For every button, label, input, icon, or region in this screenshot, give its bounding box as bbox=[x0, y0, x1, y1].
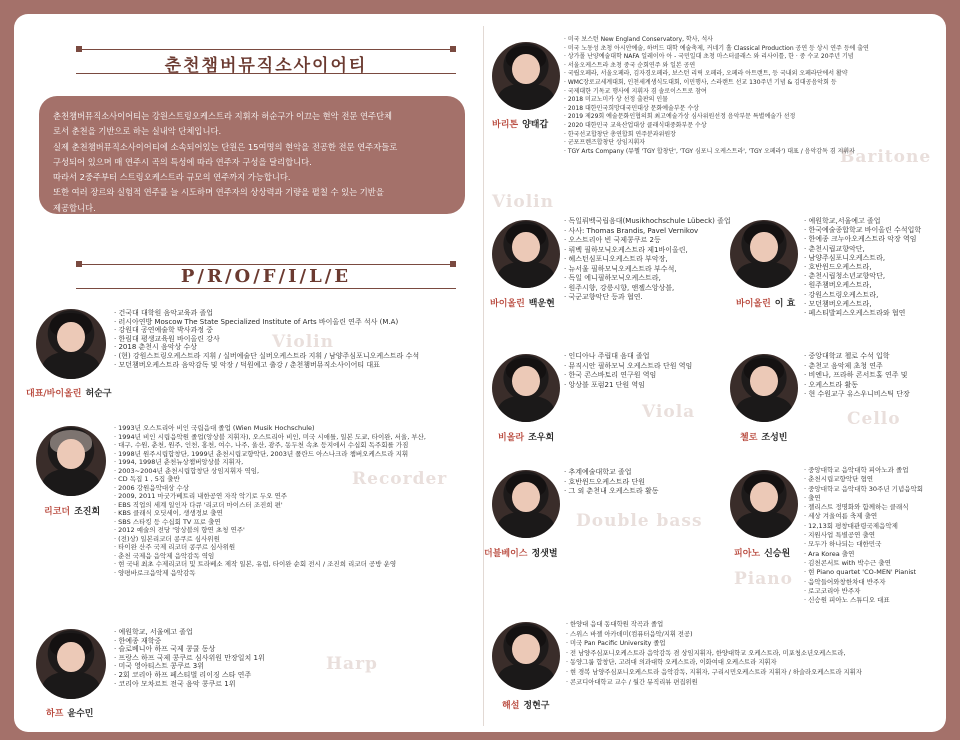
bio-line: · CD 독집 1 , 5집 출반 bbox=[114, 475, 426, 484]
bio-line: · 2012 예술의 전당 '앙상블의 향연 초청 연주' bbox=[114, 526, 426, 535]
bio-line: · Ara Korea 출연 bbox=[804, 550, 923, 559]
bio-line: · 로고코리아 반주자 bbox=[804, 587, 923, 596]
bio-line: · 동양그룹 합창단, 고려대 의과대학 오케스트라, 이화여대 오케스트라 지휘자 bbox=[566, 658, 862, 668]
bio-line: · 현 Piano quartet 'CO-MEN' Pianist bbox=[804, 568, 923, 577]
member-caption bbox=[502, 698, 549, 711]
watermark-recorder: Recorder bbox=[352, 469, 448, 489]
portrait-lee bbox=[730, 220, 798, 288]
bio-line: · 헤스턴심포니오케스트라 부악장, bbox=[564, 255, 731, 265]
intro-line: 따라서 2중주부터 스트링오케스트라 규모의 연주까지 가능합니다. bbox=[53, 172, 291, 183]
bio-line: · 춘천시립교향악단, bbox=[804, 245, 921, 254]
program-sheet bbox=[14, 14, 946, 732]
ensemble-title: 춘천챔버뮤직소사이어티 bbox=[164, 56, 368, 76]
bio-line: · 춘천시립교향악단 협연 bbox=[804, 475, 923, 484]
bio-line: · 중앙대학교 음악대학 피아노과 졸업 bbox=[804, 466, 923, 475]
bio-line: · 2018 대한민국희망대국민대상 문화예술부문 수상 bbox=[564, 105, 869, 114]
intro-line: 로서 춘천을 기반으로 하는 실내악 단체입니다. bbox=[53, 126, 222, 137]
watermark-cello: Cello bbox=[847, 409, 901, 429]
bio-line: · 강원대 공연예술학 박사과정 중 bbox=[114, 326, 419, 335]
member-caption bbox=[736, 296, 795, 309]
bio-line: · 오스트리아 빈 국제콩쿠르 2등 bbox=[564, 236, 731, 246]
member-bio bbox=[564, 468, 659, 497]
bio-line: · 현 경복 남양주심포니오케스트라 음악감독, 지휘자, 구리시민오케스트라 지휘자 / 하슬라오케스트라 지휘자 bbox=[566, 668, 862, 678]
bio-line: · 모두가 하나되는 대한민국 bbox=[804, 540, 923, 549]
bio-line: · 미국 Pan Pacific University 졸업 bbox=[566, 639, 862, 649]
bio-line: · 모던챔버오케스트라, bbox=[804, 300, 921, 309]
bio-line: · 미국 영아티스트 콩쿠르 3위 bbox=[114, 662, 265, 671]
bio-line: · 한국선교합창단 총연합회 연주분과위원장 bbox=[564, 131, 869, 140]
bio-line: · 뮤직시안 필하모닉 오케스트라 단원 역임 bbox=[564, 362, 692, 372]
bio-line: · 앙상블 포럼21 단원 역임 bbox=[564, 381, 692, 391]
intro-box bbox=[39, 96, 465, 214]
bio-line: · 그 외 춘천내 오케스트라 활동 bbox=[564, 487, 659, 497]
bio-line: · 중앙대학교 첼로 수석 입학 bbox=[804, 352, 910, 362]
member-name: 정현구 bbox=[523, 701, 550, 711]
bio-line: · 미국 보스턴 New England Conservatory, 학사, 석사 bbox=[564, 36, 869, 45]
bio-line: · 뤼벡 필하모닉오케스트라 제1바이올린, bbox=[564, 246, 731, 256]
member-caption bbox=[740, 430, 787, 443]
member-role: 해설 bbox=[502, 701, 520, 711]
watermark-piano: Piano bbox=[734, 569, 793, 589]
bio-line: · 12,13회 평창대관령국제음악제 bbox=[804, 522, 923, 531]
bio-line: · 스위스 바젤 아카데미(컴퓨터음악/지휘 전공) bbox=[566, 630, 862, 640]
portrait-yoon bbox=[36, 629, 106, 699]
bio-line: · 군포프렌즈합창단 상임지휘자 bbox=[564, 139, 869, 148]
member-caption bbox=[492, 117, 548, 130]
bio-line: · 사사: Thomas Brandis, Pavel Vernikov bbox=[564, 227, 731, 237]
bio-line: · 슬로베니아 하프 국제 콩쿨 동상 bbox=[114, 645, 265, 654]
bio-line: · 코리아 모차르트 전국 음악 콩쿠르 1위 bbox=[114, 680, 265, 689]
bio-line: · 비엔나, 프라하 콘서트홀 연주 및 bbox=[804, 371, 910, 381]
member-name: 조성빈 bbox=[761, 433, 788, 443]
bio-line: · 한림대 평생교육원 바이올린 강사 bbox=[114, 335, 419, 344]
member-role: 바이올린 bbox=[490, 299, 525, 309]
member-bio bbox=[804, 217, 921, 318]
bio-line: · 상가폴 난양예술대학 NAFA 일레이아 아 - 국민일대 초청 마스터클래스 와 리사이틀, 한 · 중 수교 20주년 기념 bbox=[564, 53, 869, 62]
bio-line: · 인디아나 주립대 음대 졸업 bbox=[564, 352, 692, 362]
bio-line: · KBS 클래식 오딧세이, 생생정보 출연 bbox=[114, 509, 426, 518]
bio-line: · 2회 코리아 하프 페스티벌 리이징 스타 연주 bbox=[114, 671, 265, 680]
bio-line: · 추계예술대학교 졸업 bbox=[564, 468, 659, 478]
bio-line: · 양평바로크음악제 음악감독 bbox=[114, 569, 426, 578]
bio-line: · 오케스트라 활동 bbox=[804, 381, 910, 391]
member-name: 조우희 bbox=[528, 433, 555, 443]
intro-line: 실제 춘천챔버뮤직소사이어티에 소속되어있는 단원은 15여명의 현악을 전공한 전문 연주자들로 bbox=[53, 141, 398, 152]
bio-line: · 한양대 음대 동대학원 작곡과 졸업 bbox=[566, 620, 862, 630]
member-caption bbox=[44, 504, 100, 517]
bio-line: · 뉴서울 필하모닉오케스트라 부수석, bbox=[564, 265, 731, 275]
profile-title-bar bbox=[76, 261, 456, 291]
member-name: 이 효 bbox=[774, 299, 796, 309]
member-caption bbox=[484, 546, 558, 559]
bio-line: · 호반윈드오케스트라 단원 bbox=[564, 478, 659, 488]
member-bio bbox=[114, 424, 426, 577]
bio-line: · 한국예술종합학교 바이올린 수석입학 bbox=[804, 226, 921, 235]
member-role: 바이올린 bbox=[736, 299, 771, 309]
column-divider bbox=[483, 26, 484, 726]
member-role: 리코더 bbox=[44, 507, 71, 517]
bio-line: · 강원스트링오케스트라, bbox=[804, 291, 921, 300]
bio-line: · 독일뤼벡국립음대(Musikhochschule Lübeck) 졸업 bbox=[564, 217, 731, 227]
member-name: 백운현 bbox=[528, 299, 555, 309]
bio-line: · 타이완 산주 국제 리코더 콩쿠르 심사위원 bbox=[114, 543, 426, 552]
bio-line: · 2009, 2011 마굿가베트리 내한공연 자작 악기로 두오 연주 bbox=[114, 492, 426, 501]
bio-line: · 국립오페라, 서울오페라, 김자경오페라, 보스턴 리릭 오페라, 오페라 아트랜트, 등 국내외 오페라단에서 활약 bbox=[564, 70, 869, 79]
bio-line: · 한예종 재학중 bbox=[114, 637, 265, 646]
bio-line: · 예원학교, 서울예고 졸업 bbox=[114, 628, 265, 637]
portrait-shin bbox=[730, 470, 798, 538]
bio-line: · 2020 대한민국 교육산업대상 클래식대중화부문 수상 bbox=[564, 122, 869, 131]
profile-title: P/R/O/F/I/L/E bbox=[180, 266, 352, 287]
bio-line: · 2018 춘천시 음악상 수상 bbox=[114, 343, 419, 352]
watermark-harp: Harp bbox=[326, 654, 378, 674]
member-name: 허순구 bbox=[85, 389, 112, 399]
member-bio bbox=[804, 352, 910, 400]
member-name: 윤수민 bbox=[67, 709, 94, 719]
bio-line: · 출연 bbox=[804, 494, 923, 503]
member-name: 조진희 bbox=[74, 507, 101, 517]
bio-line: · 1993년 오스트리아 비인 국립음대 졸업 (Wien Musik Hochschule) bbox=[114, 424, 426, 433]
bio-line: · EBS 직업의 세계 일인자 다큐 '리코더 마이스터 조진희 편' bbox=[114, 501, 426, 510]
bio-line: · 국군교향악단 등과 협연. bbox=[564, 293, 731, 303]
bio-line: · (현) 강원스트링오케스트라 지휘 / 실버예술단 실버오케스트라 지휘 / 남양주심포니오케스트라 수석 bbox=[114, 352, 419, 361]
member-bio bbox=[566, 620, 862, 687]
member-bio bbox=[804, 466, 923, 605]
portrait-yang bbox=[492, 42, 560, 110]
bio-line: · 2018 미교노미카 상 선정 출판의 인물 bbox=[564, 96, 869, 105]
bio-line: · 젤리스트 정명화와 함께하는 클래식 bbox=[804, 503, 923, 512]
bio-line: · 미국 노동성 초청 아시안예술, 하버드 대학 예술축제, 커네기 홀 Classical Production 공연 등 상시 연주 등에 출연 bbox=[564, 45, 869, 54]
bio-line: · 춘천 국제음 음악제 음악감독 역임 bbox=[114, 552, 426, 561]
member-bio bbox=[564, 352, 692, 390]
bio-line: · 1994, 1998년 춘천뉴상챔버앙상블 지휘자, bbox=[114, 458, 426, 467]
member-caption bbox=[734, 546, 790, 559]
bio-line: · 1994년 비인 시립음악원 졸업(앙상블 지휘자), 오스트리아 비인, 미국 시애틀, 일본 도쿄, 타이완, 서울, 부산, bbox=[114, 433, 426, 442]
member-name: 정샛별 bbox=[531, 549, 558, 559]
bio-line: · 모던챔버오케스트라 음악감독 및 악장 / 덕원예고 출강 / 춘천챔버뮤직소사이어티 대표 bbox=[114, 361, 419, 370]
portrait-baek bbox=[492, 220, 560, 288]
bio-line: · 프랑스 하프 국제 콩쿠르 심사위원 만장일치 1위 bbox=[114, 654, 265, 663]
portrait-jo bbox=[492, 354, 560, 422]
bio-line: · 러시아연방 Moscow The State Specialized Institute of Arts 바이올린 연주 석사 (M.A) bbox=[114, 318, 419, 327]
intro-line: 제공합니다. bbox=[53, 202, 96, 213]
portrait-jo2 bbox=[730, 354, 798, 422]
bio-line: · 1998년 원주시립합창단, 1999년 춘천시립교향악단, 2003년 폴란드 아스나크라 챔버오케스트라 지휘 bbox=[114, 450, 426, 459]
member-role: 비올라 bbox=[498, 433, 525, 443]
watermark-baritone: Baritone bbox=[840, 147, 932, 167]
bio-line: · 서울오케스트라 초청 중국 순회연주 와 일본 공연 bbox=[564, 62, 869, 71]
bio-line: · 2019 제29회 예술문화인협의회 최고예술가상 심사위원선정 음악부문 특별예술가 선정 bbox=[564, 113, 869, 122]
bio-line: · 페스티발피스오케스트라와 협연 bbox=[804, 309, 921, 318]
intro-line: 또한 여러 장르와 실험적 연주를 늘 시도하며 연주자의 상상력과 기량을 펼칠 수 있는 기반을 bbox=[53, 187, 384, 198]
watermark-violin-right: Violin bbox=[492, 192, 554, 212]
intro-line: 춘천챔버뮤직소사이어티는 강원스트링오케스트라 지휘자 허순구가 이끄는 현악 전문 연주단체 bbox=[53, 111, 393, 121]
watermark-double-bass: Double bass bbox=[576, 511, 703, 531]
bio-line: · (전)상) 일본리코더 콩쿠르 심사위원 bbox=[114, 535, 426, 544]
bio-line: · 신승원 피아노 스튜디오 대표 bbox=[804, 596, 923, 605]
bio-line: · 2006 강원음악대상 수상 bbox=[114, 484, 426, 493]
member-bio bbox=[114, 628, 265, 688]
bio-line: · 지원사업 특별공연 출연 bbox=[804, 531, 923, 540]
member-bio bbox=[114, 309, 419, 369]
portrait-cho bbox=[36, 426, 106, 496]
bio-line: · TGY Arts Company (뮤헬 'TGY 합창단', 'TGY 심포니 오케스트라', 'TGY 오페라') 대표 / 음악감독 겸 지휘자 bbox=[564, 148, 869, 157]
bio-line: · 세상 겨울여름 축제 출연 bbox=[804, 512, 923, 521]
bio-line: · 원주챔버오케스트라, bbox=[804, 281, 921, 290]
member-role: 첼로 bbox=[740, 433, 758, 443]
bio-line: · 음악들어와창한차대 반주자 bbox=[804, 578, 923, 587]
bio-line: · SBS 스타킹 등 수십회 TV 프로 출연 bbox=[114, 518, 426, 527]
bio-line: · 현 수원교구 유스우니비스틱 단장 bbox=[804, 390, 910, 400]
bio-line: · 2003~2004년 춘천시립합창단 상임지휘자 역임, bbox=[114, 467, 426, 476]
member-bio bbox=[564, 36, 869, 156]
portrait-jeong2 bbox=[492, 622, 560, 690]
bio-line: · 예원학교,서울예고 졸업 bbox=[804, 217, 921, 226]
bio-line: · 독일 에니필하모닉오케스트라, bbox=[564, 274, 731, 284]
watermark-viola: Viola bbox=[642, 402, 696, 422]
member-name: 양태갑 bbox=[522, 120, 549, 130]
member-caption bbox=[26, 386, 112, 399]
bio-line: · 남양주심포니오케스트라, bbox=[804, 254, 921, 263]
member-name: 신승원 bbox=[764, 549, 791, 559]
bio-line: · 건국대 대학원 음악교육과 졸업 bbox=[114, 309, 419, 318]
intro-line: 구성되어 있으며 매 연주시 곡의 특성에 따라 연주자 구성을 달리합니다. bbox=[53, 156, 312, 167]
bio-line: · 대구, 수원, 춘천, 원주, 인천, 홍천, 여수, 나주, 울산, 광주, 동두천 속초 등지에서 수십회 독주회를 가짐 bbox=[114, 441, 426, 450]
bio-line: · 김천콘서트 with 박수근 출연 bbox=[804, 559, 923, 568]
member-caption bbox=[46, 706, 93, 719]
member-role: 바리톤 bbox=[492, 120, 519, 130]
member-caption bbox=[490, 296, 555, 309]
bio-line: · 한예종 크누아오케스트라 악장 역임 bbox=[804, 235, 921, 244]
watermark-violin-left: Violin bbox=[272, 332, 334, 352]
bio-line: · 콘코디아대학교 교수 / 월간 뮤직리뷰 편집위원 bbox=[566, 678, 862, 688]
member-role: 피아노 bbox=[734, 549, 761, 559]
member-role: 대표/바이올린 bbox=[26, 389, 82, 399]
member-caption bbox=[498, 430, 554, 443]
bio-line: · 한국 콘스바토리 연구원 역임 bbox=[564, 371, 692, 381]
member-role: 하프 bbox=[46, 709, 64, 719]
member-role: 더블베이스 bbox=[484, 549, 528, 559]
portrait-jeong bbox=[492, 470, 560, 538]
bio-line: · 현 국내 최초 수제리코더 및 트라베소 제작 일본, 유럽, 타이완 순회 전시 / 조진희 리코더 공방 운영 bbox=[114, 560, 426, 569]
bio-line: · 전 남양주심포니오케스트라 음악감독 겸 상임지휘자, 한양대학교 오케스트라, 미포청소년오케스트라, bbox=[566, 649, 862, 659]
bio-line: · 춘천시립청소년교향악단, bbox=[804, 272, 921, 281]
bio-line: · 원주시향, 강릉시향, 앤젤스앙상블, bbox=[564, 284, 731, 294]
member-bio bbox=[564, 217, 731, 303]
bio-line: · 호반윈드오케스트라, bbox=[804, 263, 921, 272]
bio-line: · 춘천고 음악제 초청 연주 bbox=[804, 362, 910, 372]
bio-line: · 중앙대학교 음악대학 30주년 기념음악회 bbox=[804, 485, 923, 494]
ensemble-title-bar bbox=[76, 46, 456, 76]
bio-line: · WMC장로교세계대회, 인천세계생식도대회, 이민행사, 스라랜트 선교 130주년 기념 & 김대공음악회 등 bbox=[564, 79, 869, 88]
portrait-hur bbox=[36, 309, 106, 379]
bio-line: · 국제대한 기독교 행사에 지휘자 겸 솔로이스트로 참여 bbox=[564, 88, 869, 97]
